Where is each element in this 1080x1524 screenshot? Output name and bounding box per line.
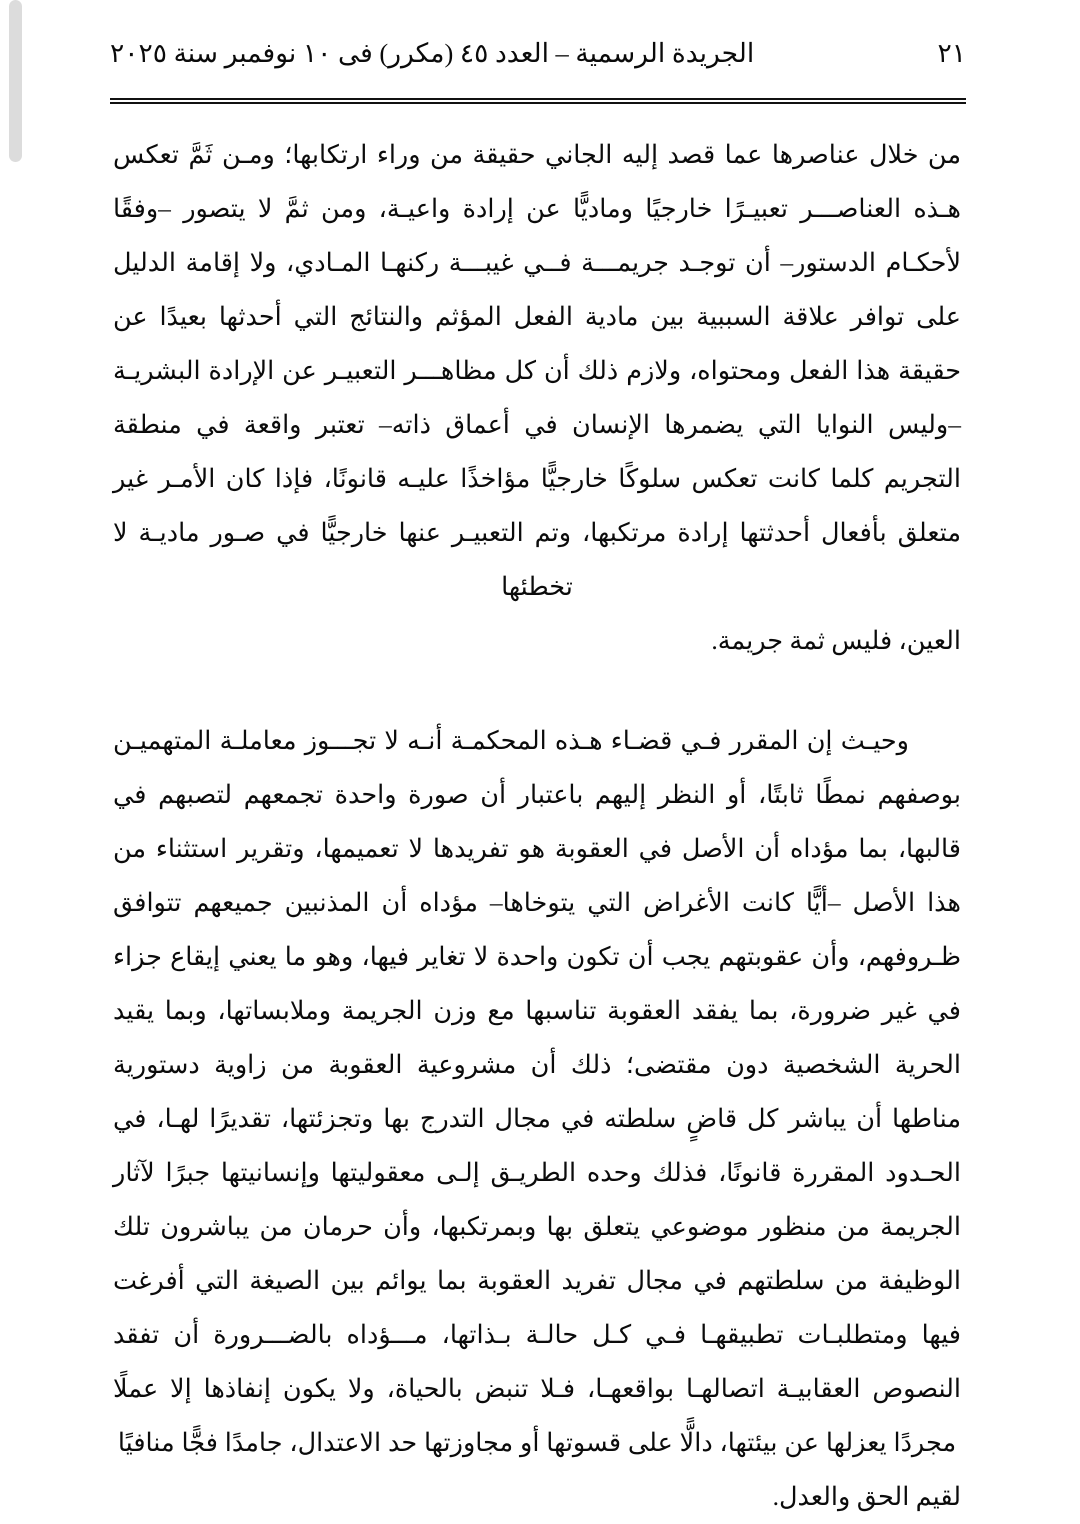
paragraph-gap bbox=[113, 668, 961, 714]
document-body bbox=[113, 128, 961, 1524]
header-divider-rule bbox=[110, 98, 966, 104]
body-paragraph-1-tail: العين، فليس ثمة جريمة. bbox=[711, 626, 961, 655]
scrollbar-thumb[interactable] bbox=[9, 0, 22, 162]
page-header bbox=[110, 38, 966, 86]
body-paragraph-1: من خلال عناصرها عما قصد إليه الجاني حقيقة من وراء ارتكابها؛ ومـن ثَمَّ تعكس هـذه العناصـــر تعبيـرًا خارجيًا وماديًّا عن إرادة واعيـة، ومن ثمَّ لا يتصور –وفقًا لأحكـام الدستور– أن توجـد جريمـــة فــي غيبـــة ركنهـا المـادي، ولا إقامة الدليل على توافر علاقة السببية بين مادية الفعل المؤثم والنتائج التي أحدثها بعيدًا عن حقيقة هذا الفعل ومحتواه، ولازم ذلك أن كل مظاهـــر التعبيـر عن الإرادة البشريـة –وليس النوايا التي يضمرها الإنسان في أعماق ذاته– تعتبر واقعة في منطقة التجريم كلما كانت تعكس سلوكًا خارجيًّا مؤاخذًا عليـه قانونًا، فإذا كان الأمـر غير متعلق بأفعال أحدثتها إرادة مرتكبها، وتم التعبيـر عنها خارجيًّا في صـور ماديـة لا تخطئها bbox=[113, 140, 961, 601]
body-paragraph-2: وحيـث إن المقرر فـي قضـاء هـذه المحكمـة أنـه لا تجـــوز معاملـة المتهميـن بوصفهم نمطًا ثابتًا، أو النظر إليهم باعتبار أن صورة واحدة تجمعهم لتصبهم في قالبها، بما مؤداه أن الأصل في العقوبة هو تفريدها لا تعميمها، وتقرير استثناء من هذا الأصل –أيًّا كانت الأغراض التي يتوخاها– مؤداه أن المذنبين جميعهم تتوافق ظـروفهم، وأن عقوبتهم يجب أن تكون واحدة لا تغاير فيها، وهو ما يعني إيقاع جزاء في غير ضرورة، بما يفقد العقوبة تناسبها مع وزن الجريمة وملابساتها، وبما يقيد الحرية الشخصية دون مقتضى؛ ذلك أن مشروعية العقوبة من زاوية دستورية مناطها أن يباشر كل قاضٍ سلطته في مجال التدرج بها وتجزئتها، تقديرًا لهـا، في الحـدود المقررة قانونًا، فذلك وحده الطريـق إلـى معقوليتها وإنسانيتها جبرًا لآثار الجريمة من منظور موضوعي يتعلق بها وبمرتكبها، وأن حرمان من يباشرون تلك الوظيفة من سلطتهم في مجال تفريد العقوبة بما يوائم بين الصيغة التي أفرغت فيها ومتطلبـات تطبيقهـا فـي كـل حالـة بـذاتها، مـــؤداه بالضـــرورة أن تفقد النصوص العقابيـة اتصالهـا بواقعهـا، فـلا تنبض بالحياة، ولا يكون إنفاذها إلا عملًا مجردًا يعزلها عن بيئتها، دالًّا على قسوتها أو مجاوزتها حد الاعتدال، جامدًا فجًّا منافيًا bbox=[113, 726, 961, 1457]
page-number: ٢١ bbox=[937, 38, 966, 68]
gazette-header-title: الجريدة الرسمية – العدد ٤٥ (مكرر) فى ١٠ نوفمبر سنة ٢٠٢٥ bbox=[110, 38, 755, 68]
body-paragraph-2-tail: لقيم الحق والعدل. bbox=[772, 1482, 961, 1511]
vertical-scrollbar[interactable] bbox=[4, 0, 19, 1463]
